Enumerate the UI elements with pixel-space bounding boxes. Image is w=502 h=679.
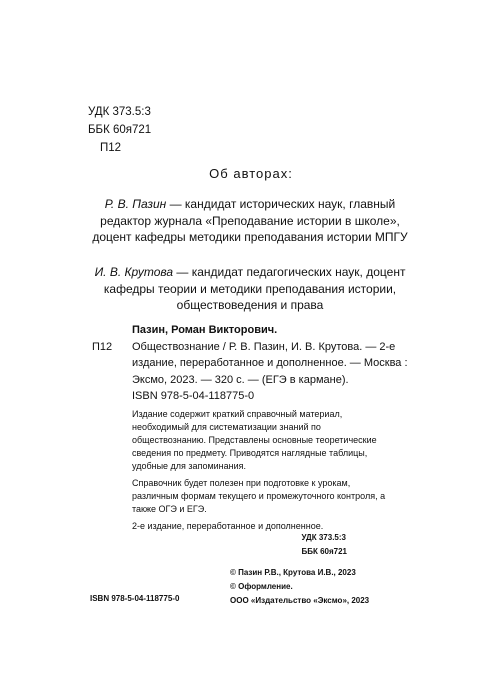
- annotation-paragraph: Справочник будет полезен при подготовке к урокам, различным формам текущего и промежуточного контроля, а также ОГЭ и ЕГЭ.: [132, 478, 386, 514]
- bottom-classification-codes: [301, 531, 347, 559]
- copyright-design: © Оформление.: [230, 582, 293, 591]
- copyright-authors: © Пазин Р.В., Крутова И.В., 2023: [230, 568, 356, 577]
- copyright-block: [230, 566, 369, 608]
- annotation: [132, 408, 390, 533]
- udc-code: УДК 373.5:3: [88, 106, 151, 118]
- about-authors-title: Об авторах:: [209, 166, 293, 181]
- author-note-krutova: [82, 264, 418, 314]
- annotation-paragraph: Издание содержит краткий справочный материал, необходимый для систематизации знаний по обществознанию. Представлены основные теоретические сведения по предмету. Приводятся наглядные таблицы, удобные для запоминания.: [132, 409, 377, 471]
- biblio-description: Обществознание / Р. В. Пазин, И. В. Крутова. — 2-е издание, переработанное и дополненное. — Москва : Эксмо, 2023. — 320 с. — (ЕГЭ в кармане).: [132, 340, 408, 386]
- annotation-paragraph: 2-е издание, переработанное и дополненное.: [132, 521, 324, 531]
- biblio-isbn: ISBN 978-5-04-118775-0: [132, 390, 255, 402]
- author-name: И. В. Крутова: [94, 265, 174, 279]
- author-note-pazin: [82, 196, 418, 246]
- bbk-code: ББК 60я721: [88, 124, 152, 136]
- author-name: Р. В. Пазин: [104, 197, 167, 211]
- author-description: — кандидат исторических наук, главный редактор журнала «Преподавание истории в школе», доцент кафедры методики преподавания истории МПГУ: [92, 197, 408, 244]
- isbn-bottom: ISBN 978-5-04-118775-0: [90, 594, 180, 603]
- udc-code-bottom: УДК 373.5:3: [301, 533, 346, 542]
- classification-codes: [88, 103, 151, 157]
- biblio-heading: Пазин, Роман Викторович.: [132, 324, 278, 336]
- author-description: — кандидат педагогических наук, доцент кафедры теории и методики преподавания истории, обществоведения и права: [103, 265, 406, 312]
- copyright-publisher: ООО «Издательство «Эксмо», 2023: [230, 596, 370, 605]
- bbk-code-bottom: ББК 60я721: [301, 547, 347, 556]
- bibliographic-record: [92, 322, 408, 405]
- author-code: П12: [100, 142, 122, 154]
- biblio-code: П12: [92, 340, 113, 353]
- biblio-row: [92, 339, 408, 389]
